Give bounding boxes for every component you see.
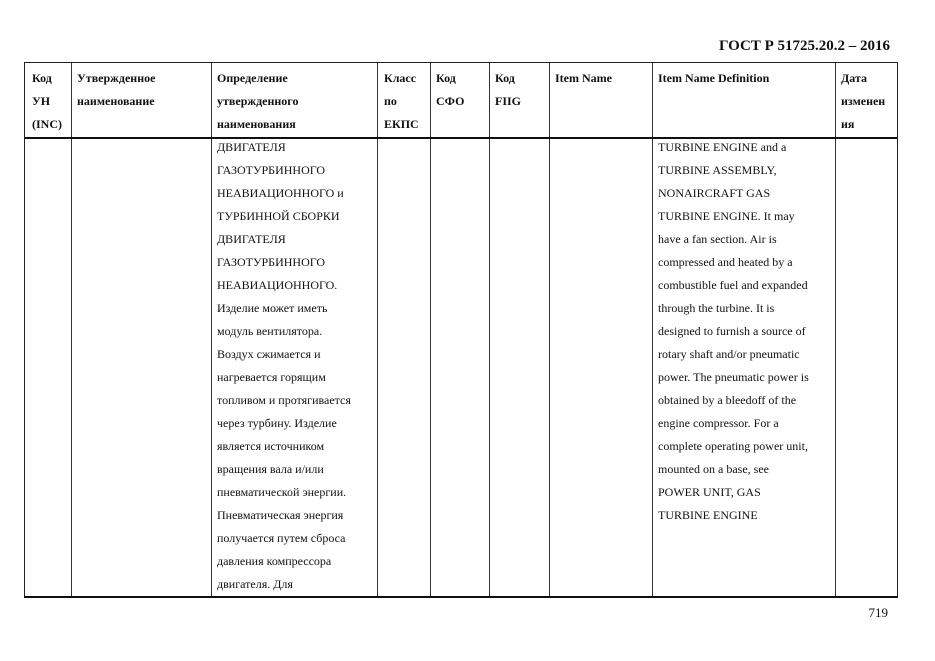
column-divider	[377, 63, 378, 596]
column-divider	[489, 63, 490, 596]
header-approved-name: Утвержденное наименование	[77, 71, 156, 108]
header-change-date: Дата изменен ия	[841, 71, 886, 131]
column-divider	[652, 63, 653, 596]
header-inc-code: Код УН (INC)	[32, 71, 62, 131]
header-item-name: Item Name	[555, 71, 612, 85]
header-fiig-code: Код FIIG	[495, 71, 522, 108]
column-divider	[430, 63, 431, 596]
catalog-table	[24, 62, 898, 598]
header-sfo-code: Код СФО	[436, 71, 465, 108]
standard-header: ГОСТ Р 51725.20.2 – 2016	[718, 38, 890, 54]
header-item-name-definition: Item Name Definition	[658, 71, 770, 85]
column-divider	[211, 63, 212, 596]
header-class: Класс по ЕКПС	[384, 71, 419, 131]
column-divider	[71, 63, 72, 596]
column-divider	[549, 63, 550, 596]
item-name-definition-cell: TURBINE ENGINE and a TURBINE ASSEMBLY, NONAIRCRAFT GAS TURBINE ENGINE. It may have a fan section. Air is compressed and heated by a combustible fuel and expanded through the turbine. It is designed to furnish a source of rotary shaft and/or pneumatic power. The pneumatic power is obtained by a bleedoff of the engine compressor. For a complete operating power unit, mounted on a base, see POWER UNIT, GAS TURBINE ENGINE	[658, 140, 809, 522]
header-definition: Определение утвержденного наименования	[217, 71, 299, 131]
definition-cell: ДВИГАТЕЛЯ ГАЗОТУРБИННОГО НЕАВИАЦИОННОГО и ТУРБИННОЙ СБОРКИ ДВИГАТЕЛЯ ГАЗОТУРБИННОГО НЕАВИАЦИОННОГО. Изделие может иметь модуль вентилятора. Воздух сжимается и нагревается горящим топливом и протягивается через турбину. Изделие является источником вращения вала и/или пневматической энергии. Пневматическая энергия получается путем сброса давления компрессора двигателя. Для	[217, 140, 351, 591]
column-divider	[835, 63, 836, 596]
page-number: 719	[868, 605, 888, 620]
